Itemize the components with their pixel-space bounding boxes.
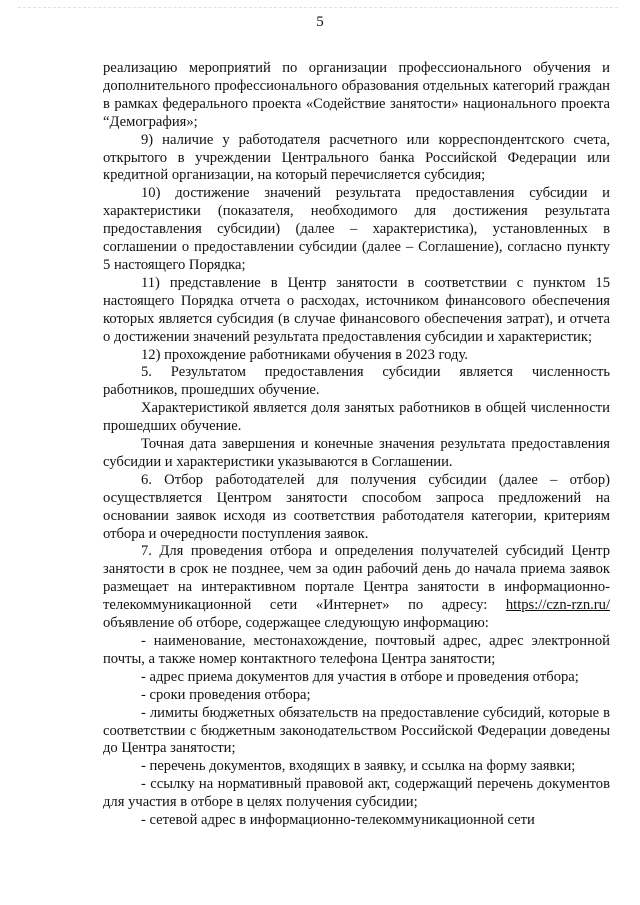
paragraph-characteristic: Характеристикой является доля занятых работников в общей численности прошедших обучение.: [103, 400, 610, 435]
bullet-item: - перечень документов, входящих в заявку, и ссылка на форму заявки;: [141, 758, 576, 775]
paragraph-continuation: реализацию мероприятий по организации профессионального обучения и дополнительного профессионального образования отдельных категорий граждан в рамках федерального проекта «Содействие занятости» национального проекта “Демография»;: [103, 60, 610, 130]
paragraph-section-5: 5. Результатом предоставления субсидии является численность работников, прошедших обучение.: [103, 364, 610, 399]
section-7-text-end: объявление об отборе, содержащее следующую информацию:: [103, 615, 489, 632]
paragraph-exact-date: Точная дата завершения и конечные значения результата предоставления субсидии и характеристики указываются в Соглашении.: [103, 436, 610, 470]
page-number: 5: [316, 14, 324, 30]
paragraph-item-11: 11) представление в Центр занятости в соответствии с пунктом 15 настоящего Порядка отчета о расходах, источником финансового обеспечения которых является субсидия (в случае финансового обеспечения затрат), и отчета о достижении значений результата предоставления субсидии и характеристик;: [103, 274, 610, 345]
paragraph-item-12: 12) прохождение работниками обучения в 2023 году.: [141, 346, 468, 363]
bullet-item: - сетевой адрес в информационно-телекоммуникационной сети: [141, 812, 535, 829]
section-7-text-start: 7. Для проведения отбора и определения получателей субсидий Центр занятости в срок не позднее, чем за один рабочий день до начала приема заявок размещает на интерактивном портале Центра занятости в информационно-телекоммуникационной сети «Интернет» по адресу:: [103, 543, 610, 614]
paragraph-section-7: [103, 543, 610, 633]
bullet-item: - адрес приема документов для участия в отборе и проведения отбора;: [141, 668, 579, 685]
paragraph-item-10: 10) достижение значений результата предоставления субсидии и характеристики (показателя, необходимого для достижения результата предоставления субсидии) (далее – характеристика), установленных в соглашении о предоставлении субсидии (далее – Соглашение), согласно пункту 5 настоящего Порядка;: [103, 185, 610, 273]
portal-link[interactable]: https://czn-rzn.ru/: [505, 597, 610, 614]
bullet-item: - ссылку на нормативный правовой акт, содержащий перечень документов для участия в отборе в целях получения субсидии;: [103, 776, 610, 811]
document-body: [103, 60, 610, 830]
paragraph-item-9: 9) наличие у работодателя расчетного или корреспондентского счета, открытого в учреждении Центрального банка Российской Федерации или кредитной организации, на который перечисляется субсидия;: [103, 131, 610, 184]
bullet-item: - сроки проведения отбора;: [141, 686, 311, 703]
scan-edge-line: [18, 7, 618, 8]
bullet-item: - наименование, местонахождение, почтовый адрес, адрес электронной почты, а также номер контактного телефона Центра занятости;: [103, 633, 610, 667]
bullet-item: - лимиты бюджетных обязательств на предоставление субсидий, которые в соответствии с бюджетным законодательством Российской Федерации доведены до Центра занятости;: [103, 704, 610, 757]
paragraph-section-6: 6. Отбор работодателей для получения субсидии (далее – отбор) осуществляется Центром занятости способом запроса предложений на основании заявок исходя из соответствия работодателя категории, критериям отбора и очередности поступления заявок.: [103, 471, 610, 542]
